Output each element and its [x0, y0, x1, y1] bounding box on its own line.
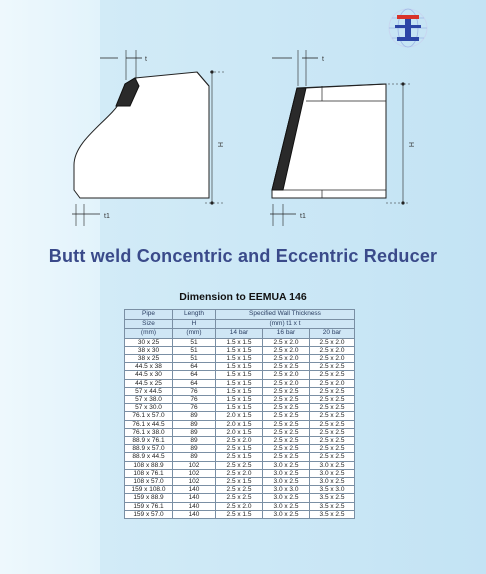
table-cell: 2.5 x 2.0: [263, 371, 310, 379]
header-pipe-size: Pipe: [125, 310, 173, 320]
table-cell: 2.5 x 2.5: [263, 420, 310, 428]
table-row: [125, 461, 355, 469]
table-row: [125, 494, 355, 502]
table-row: [125, 387, 355, 395]
table-cell: 159 x 57.0: [125, 510, 173, 518]
table-cell: 51: [173, 346, 216, 354]
table-cell: 1.5 x 1.5: [216, 371, 263, 379]
table-row: [125, 436, 355, 444]
table-cell: 3.5 x 3.0: [310, 486, 355, 494]
table-cell: 88.9 x 44.5: [125, 453, 173, 461]
table-cell: 102: [173, 477, 216, 485]
table-cell: 3.0 x 2.5: [310, 461, 355, 469]
table-cell: 89: [173, 428, 216, 436]
table-row: [125, 404, 355, 412]
table-cell: 2.5 x 2.5: [310, 428, 355, 436]
table-cell: 2.5 x 2.0: [310, 354, 355, 362]
table-row: [125, 338, 355, 346]
table-cell: 57 x 38.0: [125, 395, 173, 403]
table-cell: 159 x 76.1: [125, 502, 173, 510]
table-cell: 3.0 x 2.5: [310, 469, 355, 477]
table-cell: 44.5 x 38: [125, 363, 173, 371]
table-cell: 2.5 x 2.0: [216, 469, 263, 477]
table-row: [125, 346, 355, 354]
table-cell: 51: [173, 338, 216, 346]
table-row: [125, 371, 355, 379]
table-row: [125, 428, 355, 436]
concentric-reducer-drawing: [72, 50, 225, 226]
table-cell: 30 x 25: [125, 338, 173, 346]
t1-label-left: t1: [104, 213, 110, 220]
table-cell: 88.9 x 57.0: [125, 445, 173, 453]
table-cell: 2.5 x 2.5: [310, 395, 355, 403]
table-cell: 2.5 x 2.5: [310, 412, 355, 420]
table-cell: 2.5 x 2.5: [263, 453, 310, 461]
table-cell: 2.5 x 2.5: [263, 404, 310, 412]
table-cell: 2.5 x 2.5: [310, 404, 355, 412]
table-cell: 2.5 x 2.0: [310, 379, 355, 387]
header-wall-thickness: Specified Wall Thickness: [216, 310, 355, 320]
table-cell: 3.0 x 3.0: [263, 486, 310, 494]
table-cell: 57 x 44.5: [125, 387, 173, 395]
table-cell: 2.5 x 2.5: [310, 453, 355, 461]
table-cell: 102: [173, 469, 216, 477]
header-length-units: (mm): [173, 329, 216, 339]
table-cell: 2.0 x 1.5: [216, 428, 263, 436]
header-length-line2: H: [173, 319, 216, 329]
table-cell: 44.5 x 25: [125, 379, 173, 387]
table-cell: 2.5 x 2.0: [310, 338, 355, 346]
table-cell: 88.9 x 76.1: [125, 436, 173, 444]
table-cell: 2.5 x 2.5: [310, 387, 355, 395]
table-cell: 3.0 x 2.5: [263, 510, 310, 518]
table-cell: 3.5 x 2.5: [310, 502, 355, 510]
h-label-left: H: [216, 142, 223, 148]
table-cell: 140: [173, 494, 216, 502]
table-cell: 3.0 x 2.5: [263, 461, 310, 469]
table-cell: 3.5 x 2.5: [310, 510, 355, 518]
table-cell: 140: [173, 502, 216, 510]
table-cell: 1.5 x 1.5: [216, 387, 263, 395]
page-title: Butt weld Concentric and Eccentric Reducer: [48, 246, 438, 266]
table-cell: 2.5 x 2.0: [263, 379, 310, 387]
table-cell: 76: [173, 404, 216, 412]
table-cell: 2.5 x 1.5: [216, 453, 263, 461]
t-label-left: t: [145, 56, 147, 63]
table-row: [125, 469, 355, 477]
table-cell: 2.5 x 2.5: [263, 387, 310, 395]
table-cell: 1.5 x 1.5: [216, 354, 263, 362]
table-cell: 2.5 x 2.5: [216, 486, 263, 494]
table-cell: 2.5 x 2.5: [310, 420, 355, 428]
table-cell: 76.1 x 57.0: [125, 412, 173, 420]
table-cell: 2.5 x 2.5: [263, 412, 310, 420]
t1-label-right: t1: [300, 213, 306, 220]
table-cell: 1.5 x 1.5: [216, 363, 263, 371]
table-cell: 108 x 88.9: [125, 461, 173, 469]
table-cell: 2.5 x 2.0: [263, 346, 310, 354]
table-cell: 76.1 x 44.5: [125, 420, 173, 428]
table-cell: 108 x 76.1: [125, 469, 173, 477]
table-cell: 2.5 x 2.5: [310, 436, 355, 444]
table-cell: 140: [173, 486, 216, 494]
header-pipe-size-line2: Size: [125, 319, 173, 329]
table-cell: 89: [173, 412, 216, 420]
table-cell: 2.5 x 2.5: [216, 494, 263, 502]
table-cell: 3.0 x 2.5: [263, 502, 310, 510]
table-row: [125, 510, 355, 518]
table-body: [125, 338, 355, 518]
table-cell: 89: [173, 453, 216, 461]
table-subtitle: Dimension to EEMUA 146: [179, 291, 307, 303]
table-row: [125, 486, 355, 494]
table-cell: 2.5 x 2.5: [263, 436, 310, 444]
table-row: [125, 477, 355, 485]
table-cell: 159 x 88.9: [125, 494, 173, 502]
table-row: [125, 379, 355, 387]
header-16bar: 16 bar: [263, 329, 310, 339]
table-cell: 1.5 x 1.5: [216, 395, 263, 403]
table-cell: 159 x 108.0: [125, 486, 173, 494]
table-row: [125, 502, 355, 510]
eccentric-reducer-drawing: [270, 50, 410, 226]
table-cell: 38 x 25: [125, 354, 173, 362]
table-cell: 2.5 x 2.5: [263, 395, 310, 403]
table-row: [125, 453, 355, 461]
table-cell: 102: [173, 461, 216, 469]
table-row: [125, 354, 355, 362]
table-cell: 2.5 x 2.5: [263, 445, 310, 453]
table-cell: 2.5 x 2.0: [216, 502, 263, 510]
table-cell: 140: [173, 510, 216, 518]
table-cell: 2.5 x 2.5: [263, 363, 310, 371]
table-cell: 76.1 x 38.0: [125, 428, 173, 436]
table-cell: 2.5 x 2.0: [310, 346, 355, 354]
table-cell: 3.0 x 2.5: [263, 477, 310, 485]
table-cell: 2.5 x 2.0: [263, 354, 310, 362]
header-pipe-size-units: (mm): [125, 329, 173, 339]
table-cell: 38 x 30: [125, 346, 173, 354]
table-row: [125, 420, 355, 428]
table-cell: 89: [173, 445, 216, 453]
table-cell: 2.0 x 1.5: [216, 420, 263, 428]
table-row: [125, 363, 355, 371]
table-row: [125, 412, 355, 420]
table-cell: 108 x 57.0: [125, 477, 173, 485]
table-cell: 2.5 x 1.5: [216, 445, 263, 453]
table-cell: 1.5 x 1.5: [216, 404, 263, 412]
table-row: [125, 395, 355, 403]
table-cell: 2.5 x 1.5: [216, 477, 263, 485]
table-cell: 2.5 x 2.5: [263, 428, 310, 436]
header-14bar: 14 bar: [216, 329, 263, 339]
header-length: Length: [173, 310, 216, 320]
table-cell: 3.0 x 2.5: [310, 477, 355, 485]
table-cell: 64: [173, 371, 216, 379]
table-cell: 64: [173, 379, 216, 387]
header-wall-thickness-units: (mm) t1 x t: [216, 319, 355, 329]
table-cell: 2.5 x 2.5: [310, 371, 355, 379]
table-cell: 1.5 x 1.5: [216, 379, 263, 387]
table-cell: 57 x 30.0: [125, 404, 173, 412]
t-label-right: t: [322, 56, 324, 63]
table-cell: 2.5 x 2.0: [263, 338, 310, 346]
table-cell: 76: [173, 387, 216, 395]
table-cell: 51: [173, 354, 216, 362]
table-row: [125, 445, 355, 453]
dimension-table: [124, 309, 355, 519]
table-cell: 2.5 x 2.5: [310, 445, 355, 453]
table-cell: 2.0 x 1.5: [216, 412, 263, 420]
reducer-drawings: [0, 0, 486, 240]
table-cell: 89: [173, 436, 216, 444]
h-label-right: H: [407, 142, 414, 148]
table-cell: 2.5 x 1.5: [216, 510, 263, 518]
table-cell: 3.0 x 2.5: [263, 494, 310, 502]
table-cell: 2.5 x 2.0: [216, 436, 263, 444]
table-cell: 3.5 x 2.5: [310, 494, 355, 502]
table-cell: 44.5 x 30: [125, 371, 173, 379]
table-cell: 1.5 x 1.5: [216, 338, 263, 346]
table-cell: 89: [173, 420, 216, 428]
table-cell: 3.0 x 2.5: [263, 469, 310, 477]
table-cell: 76: [173, 395, 216, 403]
table-cell: 2.5 x 2.5: [310, 363, 355, 371]
table-cell: 64: [173, 363, 216, 371]
table-cell: 2.5 x 2.5: [216, 461, 263, 469]
header-20bar: 20 bar: [310, 329, 355, 339]
table-cell: 1.5 x 1.5: [216, 346, 263, 354]
